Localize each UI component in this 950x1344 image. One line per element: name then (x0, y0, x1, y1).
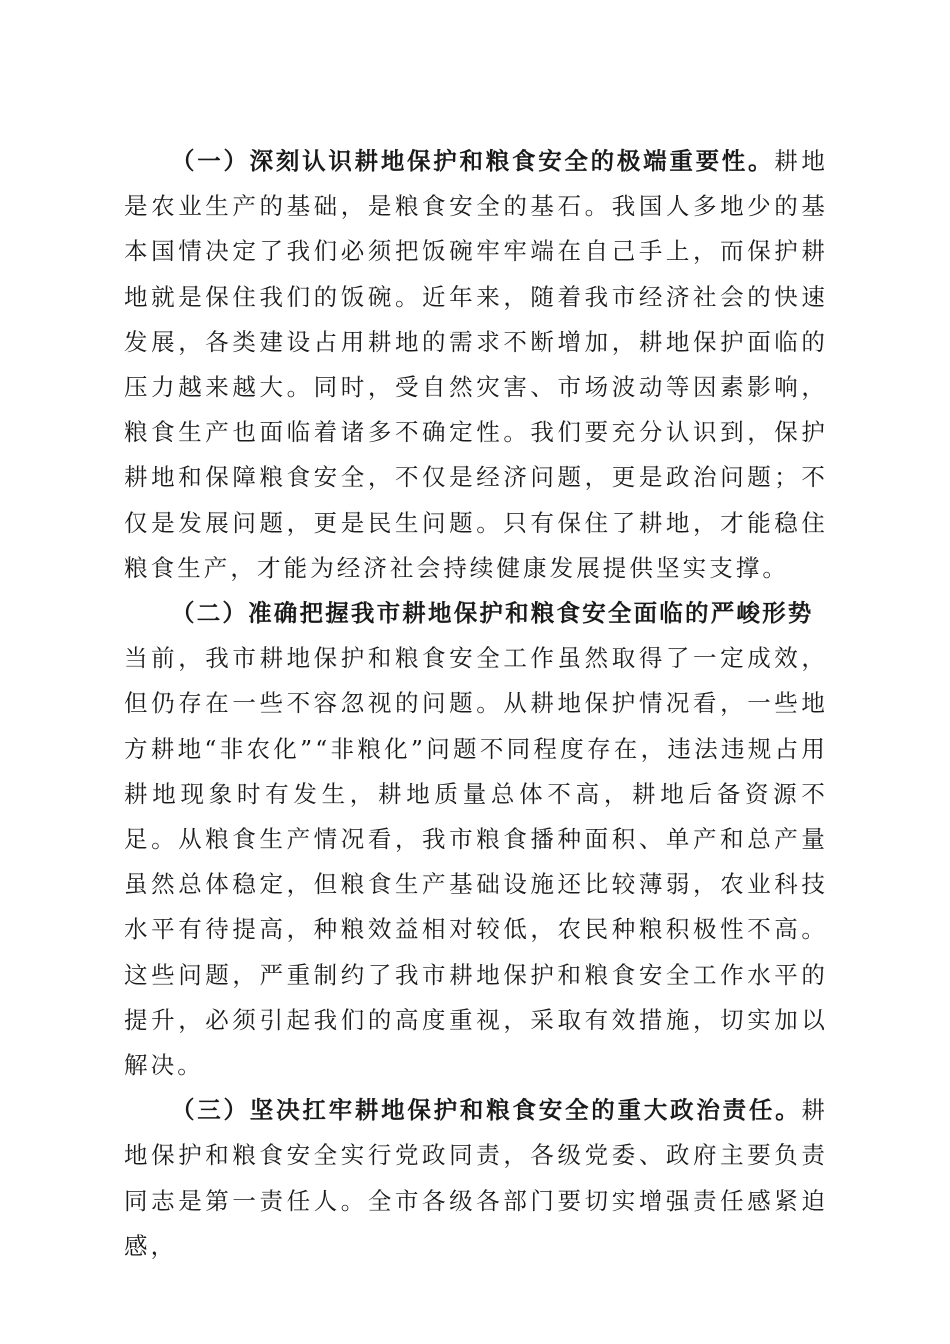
paragraph-2-body: 当前，我市耕地保护和粮食安全工作虽然取得了一定成效，但仍存在一些不容忽视的问题。从耕地保护情况看，一些地方耕地“非农化”“非粮化”问题不同程度存在，违法违规占用耕地现象时有发生，耕地质量总体不高，耕地后备资源不足。从粮食生产情况看，我市粮食播种面积、单产和总产量虽然总体稳定，但粮食生产基础设施还比较薄弱，农业科技水平有待提高，种粮效益相对较低，农民种粮积极性不高。这些问题，严重制约了我市耕地保护和粮食安全工作水平的提升，必须引起我们的高度重视，采取有效措施，切实加以解决。 (124, 644, 828, 1080)
paragraph-3-body: 耕地保护和粮食安全实行党政同责，各级党委、政府主要负责同志是第一责任人。全市各级各部门要切实增强责任感紧迫感， (124, 1096, 828, 1260)
paragraph-3-heading: （三）坚决扛牢耕地保护和粮食安全的重大政治责任。 (171, 1096, 802, 1125)
paragraph-1-heading: （一）深刻认识耕地保护和粮食安全的极端重要性。 (171, 147, 775, 175)
paragraph-1 (124, 139, 828, 591)
paragraph-1-body: 耕地是农业生产的基础，是粮食安全的基石。我国人多地少的基本国情决定了我们必须把饭碗牢牢端在自己手上，而保护耕地就是保住我们的饭碗。近年来，随着我市经济社会的快速发展，各类建设占用耕地的需求不断增加，耕地保护面临的压力越来越大。同时，受自然灾害、市场波动等因素影响，粮食生产也面临着诸多不确定性。我们要充分认识到，保护耕地和保障粮食安全，不仅是经济问题，更是政治问题；不仅是发展问题，更是民生问题。只有保住了耕地，才能稳住粮食生产，才能为经济社会持续健康发展提供坚实支撑。 (124, 147, 828, 582)
paragraph-3 (124, 1088, 828, 1269)
paragraph-2 (124, 591, 828, 1088)
paragraph-2-heading: （二）准确把握我市耕地保护和粮食安全面临的严峻形势 (171, 599, 814, 628)
document-page (124, 139, 828, 1269)
